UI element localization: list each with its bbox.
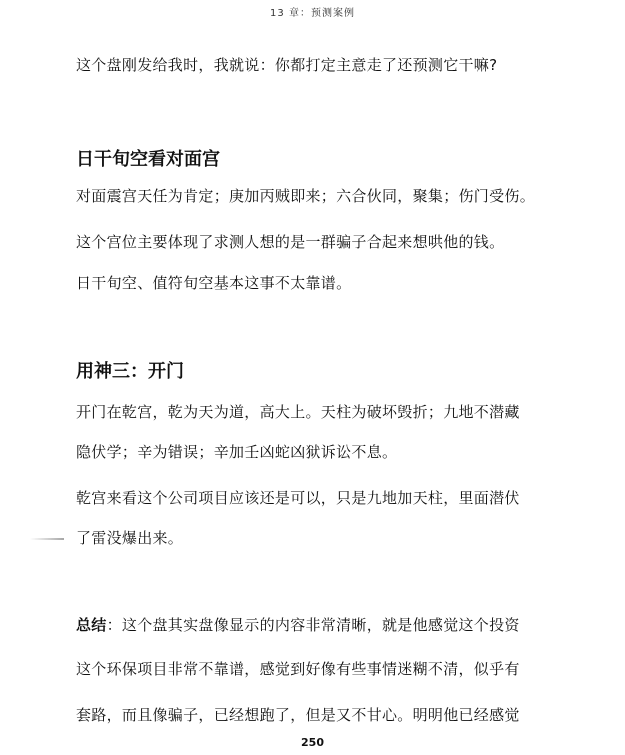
summary-first-line: ：这个盘其实盘像显示的内容非常清晰，就是他感觉这个投资 xyxy=(106,616,520,634)
section1-line-3: 日干旬空、值符旬空基本这事不太靠谱。 xyxy=(76,274,352,292)
section-heading-2: 用神三：开门 xyxy=(76,361,184,382)
section1-line-2: 这个宫位主要体现了求测人想的是一群骗子合起来想哄他的钱。 xyxy=(76,233,505,251)
section2-line-3: 乾宫来看这个公司项目应该还是可以，只是九地加天柱，里面潜伏 xyxy=(76,489,520,507)
section2-line-1: 开门在乾宫，乾为天为道，高大上。天柱为破坏毁折；九地不潜藏 xyxy=(76,403,520,421)
intro-paragraph: 这个盘刚发给我时，我就说：你都打定主意走了还预测它干嘛? xyxy=(76,56,498,74)
summary-line-1 xyxy=(76,614,520,635)
scan-artifact-mark xyxy=(30,538,64,540)
section2-line-4: 了雷没爆出来。 xyxy=(76,529,184,547)
page-number: 250 xyxy=(301,736,324,749)
section2-line-2: 隐伏学；辛为错误；辛加壬凶蛇凶狱诉讼不息。 xyxy=(76,443,398,461)
summary-line-3: 套路，而且像骗子，已经想跑了，但是又不甘心。明明他已经感觉 xyxy=(76,706,520,724)
running-header: 13 章：预测案例 xyxy=(270,8,355,19)
summary-label: 总结 xyxy=(76,616,107,634)
section1-line-1: 对面震宫天任为肯定；庚加丙贼即来；六合伙同，聚集；伤门受伤。 xyxy=(76,187,536,205)
summary-line-2: 这个环保项目非常不靠谱，感觉到好像有些事情迷糊不清，似乎有 xyxy=(76,660,520,678)
section-heading-1: 日干旬空看对面宫 xyxy=(76,149,220,170)
